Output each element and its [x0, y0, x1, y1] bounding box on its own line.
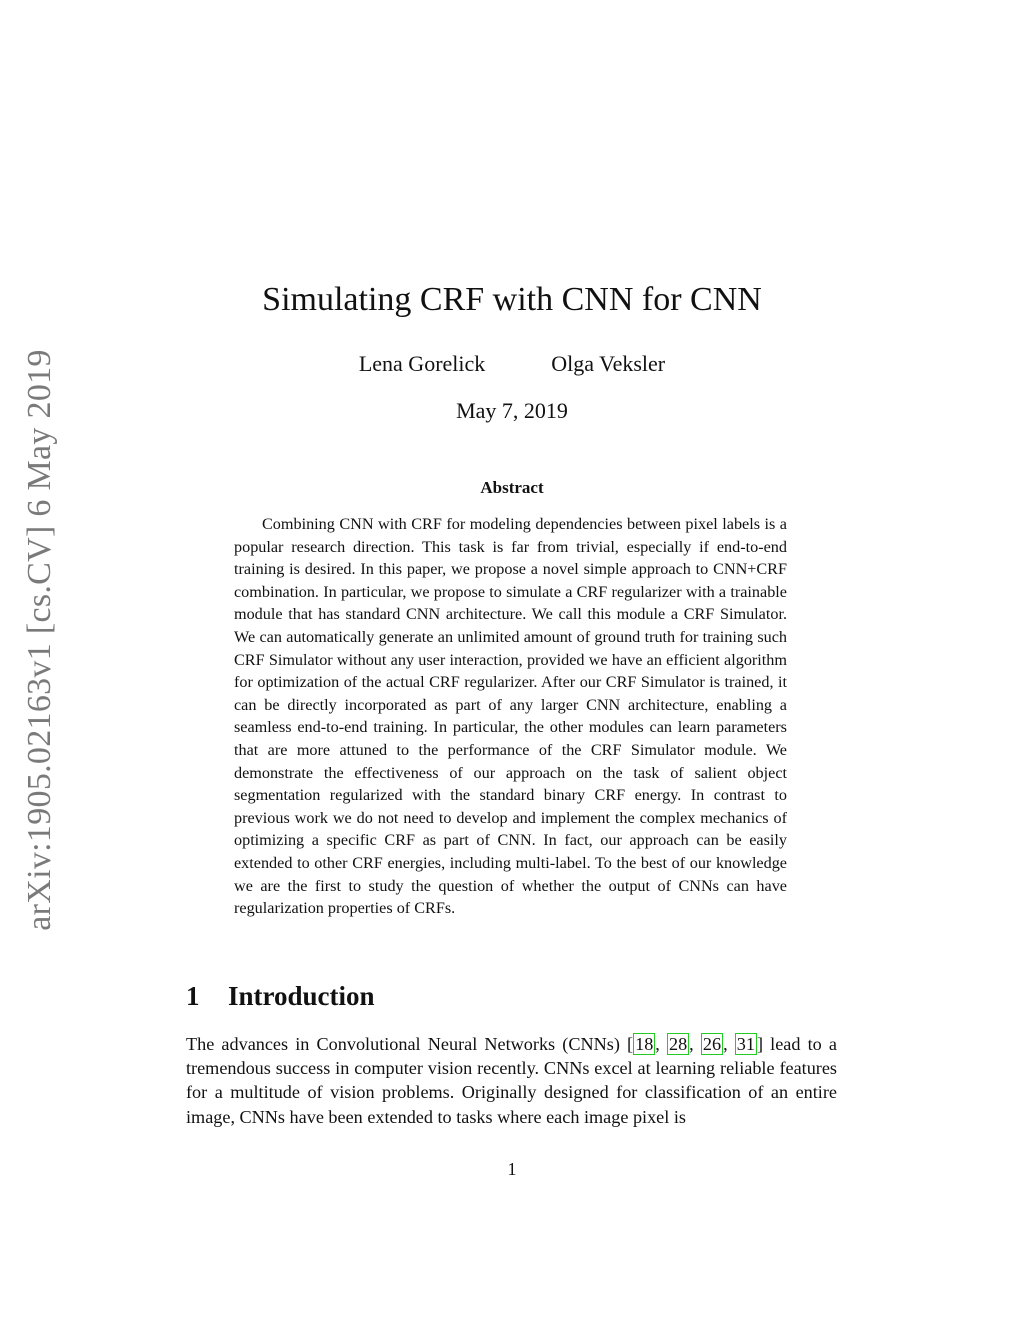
intro-text-after: ] lead to a tremendous success in computer vision recently. CNNs excel at learning reliable features for a multitude of vision problems. Originally designed for classification of an entire image, CNNs have been extended to tasks where each image pixel is [186, 1034, 837, 1127]
paper-title: Simulating CRF with CNN for CNN [262, 281, 762, 318]
citation-link[interactable]: 26 [702, 1034, 722, 1054]
author-name: Lena Gorelick [358, 351, 486, 376]
abstract-text: Combining CNN with CRF for modeling dependencies between pixel labels is a popular research direction. This task is far from trivial, especially if end-to-end training is desired. In this paper, we propose a novel simple approach to CNN+CRF combination. In particular, we propose to simulate a CRF regularizer with a trainable module that has standard CNN architecture. We call this module a CRF Simulator. We can automatically generate an unlimited amount of ground truth for training such CRF Simulator without any user interaction, provided we have an efficient algorithm for optimization of the actual CRF regularizer. After our CRF Simulator is trained, it can be directly incorporated as part of any larger CNN architecture, enabling a seamless end-to-end training. In particular, the other modules can learn parameters that are more attuned to the performance of the CRF Simulator module. We demonstrate the effectiveness of our approach on the task of salient object segmentation regularized with the standard binary CRF energy. In contrast to previous work we do not need to develop and implement the complex mechanics of optimizing a specific CRF as part of CNN. In fact, our approach can be easily extended to other CRF energies, including multi-label. To the best of our knowledge we are the first to study the question of whether the output of CNNs can have regularization properties of CRFs. [234, 515, 787, 918]
paper-date: May 7, 2019 [456, 398, 568, 423]
abstract-heading: Abstract [480, 478, 544, 497]
citation-link[interactable]: 31 [736, 1034, 755, 1054]
citation-link[interactable]: 18 [635, 1034, 654, 1054]
author-list [0, 349, 1024, 379]
section-heading [186, 979, 375, 1013]
introduction-paragraph: The advances in Convolutional Neural Networks (CNNs) [ 18 , 28 , 26 , 31 ] lead to a tremendous success in computer vision recently. CNNs excel at learning reliable features for a multitude of vision problems. Originally designed for classification of an entire image, CNNs have been extended to tasks where each image pixel is [186, 1034, 837, 1127]
section-number: 1 [186, 981, 200, 1011]
author-name: Olga Veksler [551, 351, 666, 376]
arxiv-identifier-stamp: arXiv:1905.02163v1 [cs.CV] 6 May 2019 [21, 349, 58, 931]
page-number: 1 [507, 1159, 517, 1179]
citation-link[interactable]: 28 [668, 1034, 688, 1054]
intro-text-before: The advances in Convolutional Neural Networks (CNNs) [ [186, 1034, 634, 1054]
section-title: Introduction [228, 981, 375, 1011]
